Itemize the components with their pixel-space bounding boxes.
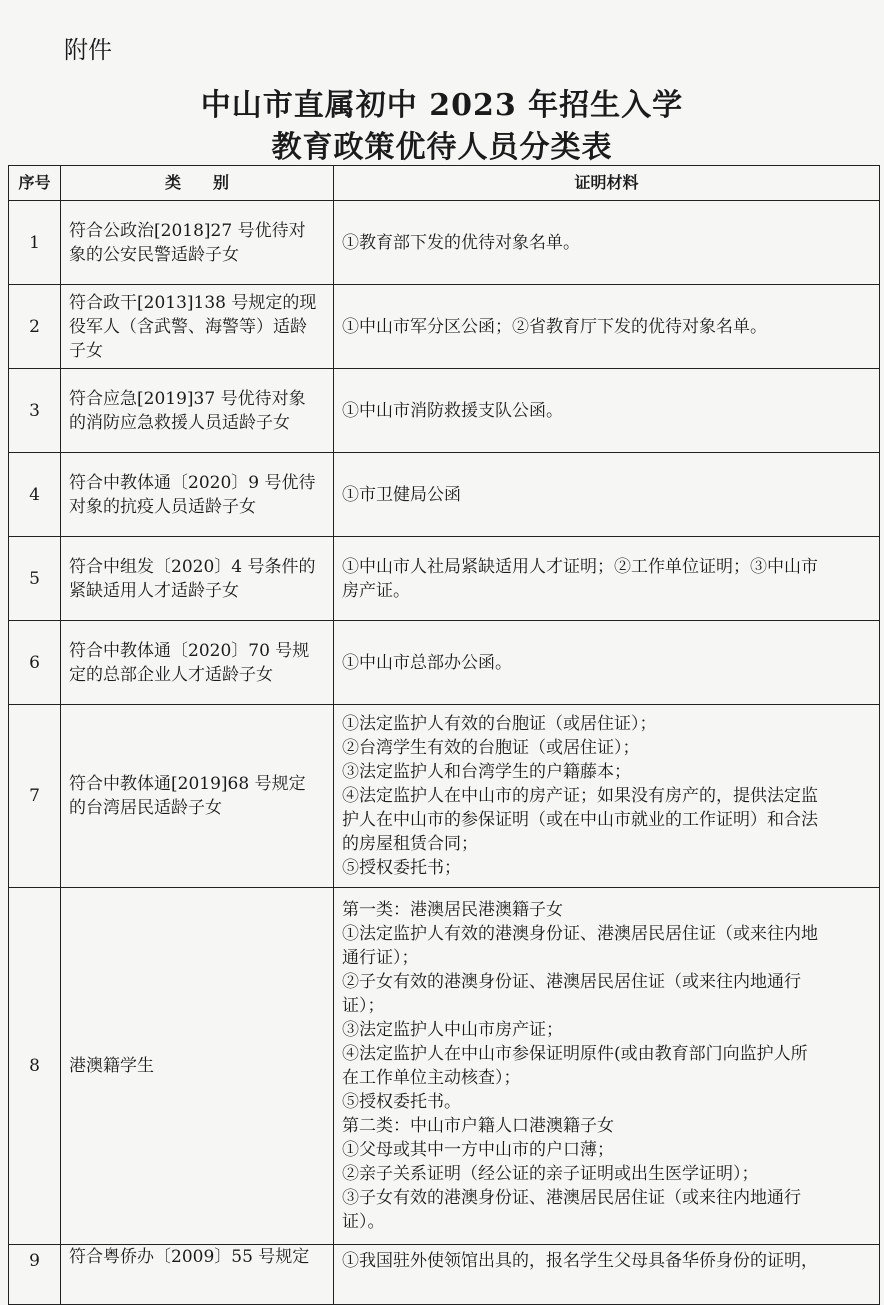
row-number: 8: [9, 888, 61, 1245]
material-line: 第一类：港澳居民港澳籍子女: [342, 900, 563, 920]
table-header-row: [9, 166, 880, 201]
category-line: 符合中教体通[2019]68 号规定: [69, 774, 306, 794]
row-category: [61, 369, 334, 453]
row-category: [61, 285, 334, 369]
table-row: [9, 453, 880, 537]
material-line: 的房屋租赁合同；: [342, 834, 478, 854]
material-line: ②亲子关系证明（经公证的亲子证明或出生医学证明）；: [342, 1164, 759, 1184]
material-line: ①我国驻外使领馆出具的，报名学生父母具备华侨身份的证明，: [342, 1251, 818, 1271]
material-line: 房产证。: [342, 580, 410, 601]
material-line: 证）；: [342, 996, 385, 1016]
material-line: ①中山市人社局紧缺适用人才证明；②工作单位证明；③中山市: [342, 556, 818, 577]
material-line: ②台湾学生有效的台胞证（或居住证）；: [342, 738, 640, 758]
material-line: 在工作单位主动核查）；: [342, 1068, 521, 1088]
category-line: 港澳籍学生: [69, 1056, 154, 1076]
header-materials: 证明材料: [334, 166, 880, 201]
row-materials: [334, 888, 880, 1245]
material-line: ②子女有效的港澳身份证、港澳居民居住证（或来往内地通行: [342, 972, 801, 992]
category-line: 象的公安民警适龄子女: [69, 244, 239, 265]
row-materials: [334, 453, 880, 537]
row-number: 9: [9, 1245, 61, 1305]
material-line: ①法定监护人有效的港澳身份证、港澳居民居住证（或来往内地: [342, 924, 818, 944]
material-line: ⑤授权委托书。: [342, 1092, 461, 1112]
category-line: 役军人（含武警、海警等）适龄: [69, 316, 307, 337]
row-materials: [334, 537, 880, 621]
category-line: 的消防应急救援人员适龄子女: [69, 412, 290, 433]
material-line: ①中山市军分区公函；②省教育厅下发的优待对象名单。: [342, 316, 767, 337]
attachment-label: 附件: [64, 36, 112, 64]
table-row: [9, 621, 880, 705]
table-row: [9, 1245, 880, 1305]
material-line: 通行证）；: [342, 948, 419, 968]
row-category: [61, 705, 334, 888]
table-row: [9, 285, 880, 369]
row-number: 4: [9, 453, 61, 537]
row-number: 2: [9, 285, 61, 369]
row-number: 7: [9, 705, 61, 888]
category-line: 符合中组发〔2020〕4 号条件的: [69, 556, 316, 577]
material-line: ⑤授权委托书；: [342, 858, 461, 878]
row-category: [61, 453, 334, 537]
header-category: 类 别: [61, 166, 334, 201]
category-line: 子女: [69, 340, 103, 361]
row-number: 5: [9, 537, 61, 621]
table-row: [9, 537, 880, 621]
category-line: 符合政干[2013]138 号规定的现: [69, 292, 317, 313]
row-number: 6: [9, 621, 61, 705]
category-line: 对象的抗疫人员适龄子女: [69, 496, 256, 517]
policy-table: [8, 165, 880, 1305]
material-line: ③法定监护人和台湾学生的户籍藤本；: [342, 762, 631, 782]
row-materials: [334, 1245, 880, 1305]
material-line: ④法定监护人在中山市参保证明原件(或由教育部门向监护人所: [342, 1044, 808, 1064]
table-row: [9, 705, 880, 888]
category-line: 定的总部企业人才适龄子女: [69, 664, 273, 685]
row-category: [61, 621, 334, 705]
row-materials: [334, 285, 880, 369]
table-row: [9, 201, 880, 285]
category-line: 符合中教体通〔2020〕9 号优待: [69, 472, 316, 493]
category-line: 符合粤侨办〔2009〕55 号规定: [69, 1247, 310, 1267]
material-line: ①中山市总部办公函。: [342, 652, 512, 673]
material-line: ③法定监护人中山市房产证；: [342, 1020, 563, 1040]
material-line: ①父母或其中一方中山市的户口薄；: [342, 1140, 614, 1160]
material-line: 第二类：中山市户籍人口港澳籍子女: [342, 1116, 614, 1136]
material-line: 护人在中山市的参保证明（或在中山市就业的工作证明）和合法: [342, 810, 818, 830]
material-line: ①市卫健局公函: [342, 484, 461, 505]
row-materials: [334, 201, 880, 285]
row-category: [61, 1245, 334, 1305]
row-number: 1: [9, 201, 61, 285]
row-category: [61, 537, 334, 621]
row-materials: [334, 621, 880, 705]
category-line: 紧缺适用人才适龄子女: [69, 580, 239, 601]
material-line: ④法定监护人在中山市的房产证；如果没有房产的，提供法定监: [342, 786, 818, 806]
header-no: 序号: [9, 166, 61, 201]
category-line: 符合应急[2019]37 号优待对象: [69, 388, 306, 409]
material-line: ①法定监护人有效的台胞证（或居住证）；: [342, 714, 657, 734]
row-category: [61, 201, 334, 285]
material-line: ①教育部下发的优待对象名单。: [342, 232, 580, 253]
row-number: 3: [9, 369, 61, 453]
material-line: ③子女有效的港澳身份证、港澳居民居住证（或来往内地通行: [342, 1188, 801, 1208]
row-materials: [334, 369, 880, 453]
table-row: [9, 888, 880, 1245]
material-line: 证）。: [342, 1212, 385, 1232]
category-line: 符合中教体通〔2020〕70 号规: [69, 640, 310, 661]
material-line: ①中山市消防救援支队公函。: [342, 400, 563, 421]
category-line: 的台湾居民适龄子女: [69, 798, 222, 818]
category-line: 符合公政治[2018]27 号优待对: [69, 220, 306, 241]
row-materials: [334, 705, 880, 888]
document-title-line2: 教育政策优待人员分类表: [271, 130, 613, 165]
row-category: [61, 888, 334, 1245]
table-row: [9, 369, 880, 453]
document-title-line1: 中山市直属初中 2023 年招生入学: [200, 88, 684, 123]
